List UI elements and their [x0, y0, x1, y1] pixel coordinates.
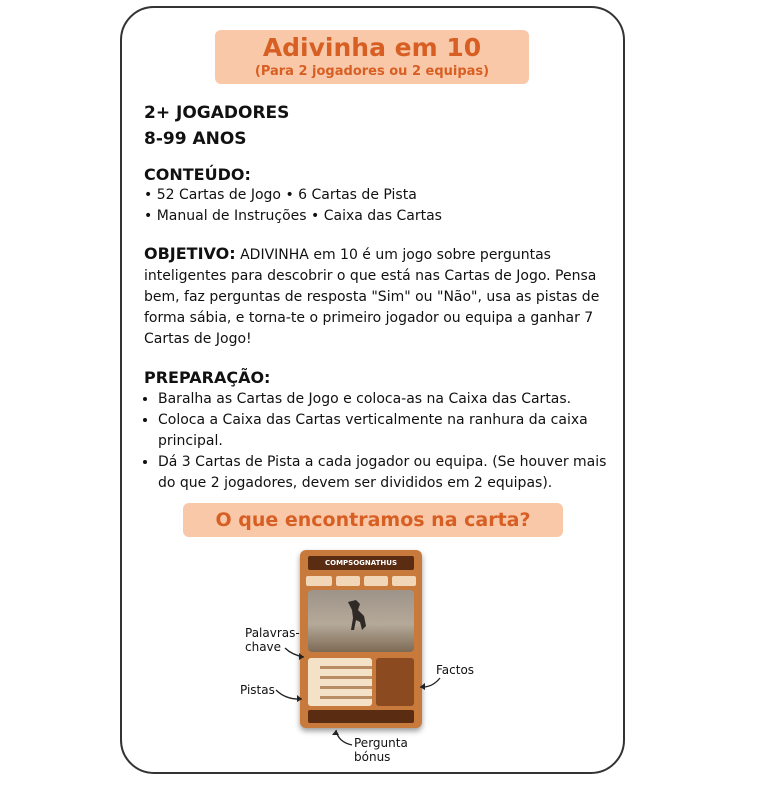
- page-subtitle: (Para 2 jogadores ou 2 equipas): [254, 64, 490, 79]
- contents-line: • 52 Cartas de Jogo • 6 Cartas de Pista: [144, 187, 417, 203]
- label-bonus: Pergunta bónus: [354, 736, 408, 764]
- label-clues: Pistas: [240, 683, 275, 697]
- players-count: 2+ JOGADORES: [144, 103, 290, 123]
- objective-text: ADIVINHA em 10 é um jogo sobre perguntas inteligentes para descobrir o que está nas Cartas de Jogo. Pensa bem, faz perguntas de resposta "Sim" ou "Não", usa as pistas de forma sábia, e torna-te o primeiro jogador ou equipa a ganhar 7 Cartas de Jogo!: [144, 247, 600, 347]
- preparation-heading: PREPARAÇÃO:: [144, 368, 271, 387]
- age-range: 8-99 ANOS: [144, 129, 247, 149]
- label-keywords: Palavras- chave: [245, 626, 300, 654]
- list-item: • Dá 3 Cartas de Pista a cada jogador ou equipa. (Se houver mais do que 2 jogadores, devem ser divididos em 2 equipas).: [158, 452, 614, 494]
- objective-heading: OBJETIVO:: [144, 244, 236, 263]
- page-title: Adivinha em 10: [262, 33, 482, 62]
- card-title: COMPSOGNATHUS: [308, 556, 414, 570]
- contents-line: • Manual de Instruções • Caixa das Cartas: [144, 208, 442, 224]
- contents-heading: CONTEÚDO:: [144, 165, 251, 184]
- list-item: • Coloca a Caixa das Cartas verticalmente na ranhura da caixa principal.: [158, 410, 614, 452]
- list-item: • Baralha as Cartas de Jogo e coloca-as na Caixa das Cartas.: [158, 389, 614, 410]
- card-section-heading: O que encontramos na carta?: [183, 503, 563, 537]
- label-facts: Factos: [436, 663, 475, 677]
